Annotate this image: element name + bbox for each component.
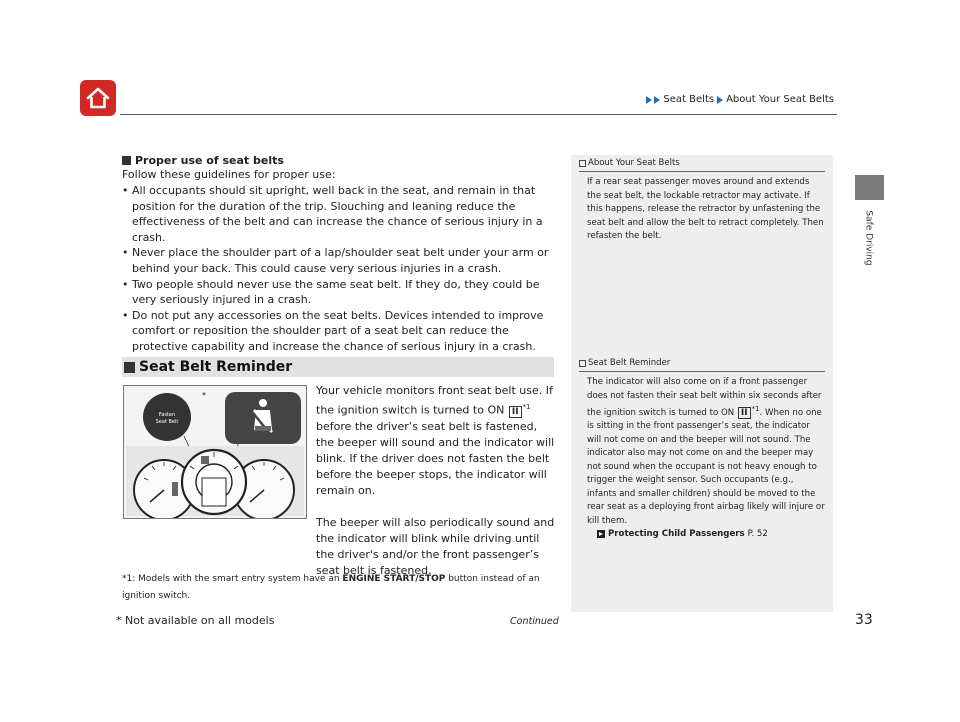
note-icon [579,160,586,167]
breadcrumb-arrow-icon [646,96,652,104]
square-bullet-icon [122,156,131,165]
list-item: • All occupants should sit upright, well back in the seat, and remain in that position for the duration of the trip. Slouching and leaning reduce the effectiveness of the belt and can increase the chance of serious injury in a crash. [122,183,560,245]
figure-star: * [202,391,206,400]
list-item: • Two people should never use the same seat belt. If they do, they could be very seriously injured in a crash. [122,277,560,308]
figure-label: Seat Belt [155,419,179,425]
list-item: • Never place the shoulder part of a lap/shoulder seat belt under your arm or behind your back. This could cause very serious injuries in a crash. [122,245,560,276]
home-icon [85,86,111,110]
continued-label: Continued [510,616,559,627]
availability-note: * Not available on all models [116,614,275,627]
note-icon [579,360,586,367]
note-about-seat-belts [571,158,833,244]
breadcrumb-arrow-icon [654,96,660,104]
child-passengers-link[interactable]: Protecting Child Passengers P. 52 [579,529,833,539]
note-text: The indicator will also come on if a front passenger does not fasten their seat belt within six seconds after the ignition switch is turned to ON II $^{*1}$. When no one is sitting in the front passenger’s seat, the indicator will not come on and the beeper will not sound. The indicator also may not come on and the beeper may not sound when the occupant is not heavy enough to trigger the weight sensor. Such occupants (e.g., infants and smaller children) should be moved to the rear seat as a deploying front airbag likely will injure or kill them. [587,377,825,526]
seat-belt-reminder-body [316,383,558,579]
proper-use-heading: Proper use of seat belts [122,154,560,167]
link-arrow-icon [597,530,605,538]
proper-use-intro: Follow these guidelines for proper use: [122,168,336,181]
note-title: About Your Seat Belts [579,158,833,168]
section-label: Safe Driving [864,210,875,266]
note-text: If a rear seat passenger moves around and extends the seat belt, the lockable retractor may activate. If this happens, release the retractor by unfastening the seat belt and allow the belt to retract completely. Then refasten the belt. [587,177,824,241]
note-divider [579,171,825,172]
section-tab[interactable] [855,175,884,200]
reminder-paragraph: Your vehicle monitors front seat belt use. If the ignition switch is turned to ON II $^{*1}$ before the driver’s seat belt is fastened, the beeper will sound and the indicator will blink. If the driver does not fasten the belt before the beeper stops, the indicator will remain on. [316,384,555,497]
home-button[interactable] [80,80,116,116]
note-title: Seat Belt Reminder [579,358,833,368]
list-item: • Do not put any accessories on the seat belts. Devices intended to improve comfort or reposition the shoulder part of a seat belt can reduce the protective capability and increase the chance of serious injury in a crash. [122,308,560,355]
ignition-key-badge: II [509,406,522,418]
breadcrumb [646,94,834,105]
ignition-key-badge: II [738,407,751,419]
figure-label: Fasten [158,412,176,418]
breadcrumb-item[interactable]: Seat Belts [663,94,715,105]
breadcrumb-arrow-icon [717,96,723,104]
instrument-panel-figure [123,385,307,519]
proper-use-section [122,154,560,355]
note-seat-belt-reminder [571,358,833,539]
seat-belt-reminder-heading: Seat Belt Reminder [122,357,554,377]
note-divider [579,371,825,372]
footnote: *1: Models with the smart entry system have an ENGINE START/STOP button instead of an ignition switch. [122,574,540,601]
square-bullet-icon [124,362,135,373]
header-divider [120,114,837,115]
proper-use-list [122,183,560,355]
page-number: 33 [855,612,873,628]
reminder-paragraph: The beeper will also periodically sound and the indicator will blink while driving until the driver's and/or the front passenger’s seat belt is fastened. [316,515,555,577]
breadcrumb-item[interactable]: About Your Seat Belts [726,94,834,105]
instrument-panel-illustration [124,386,306,518]
